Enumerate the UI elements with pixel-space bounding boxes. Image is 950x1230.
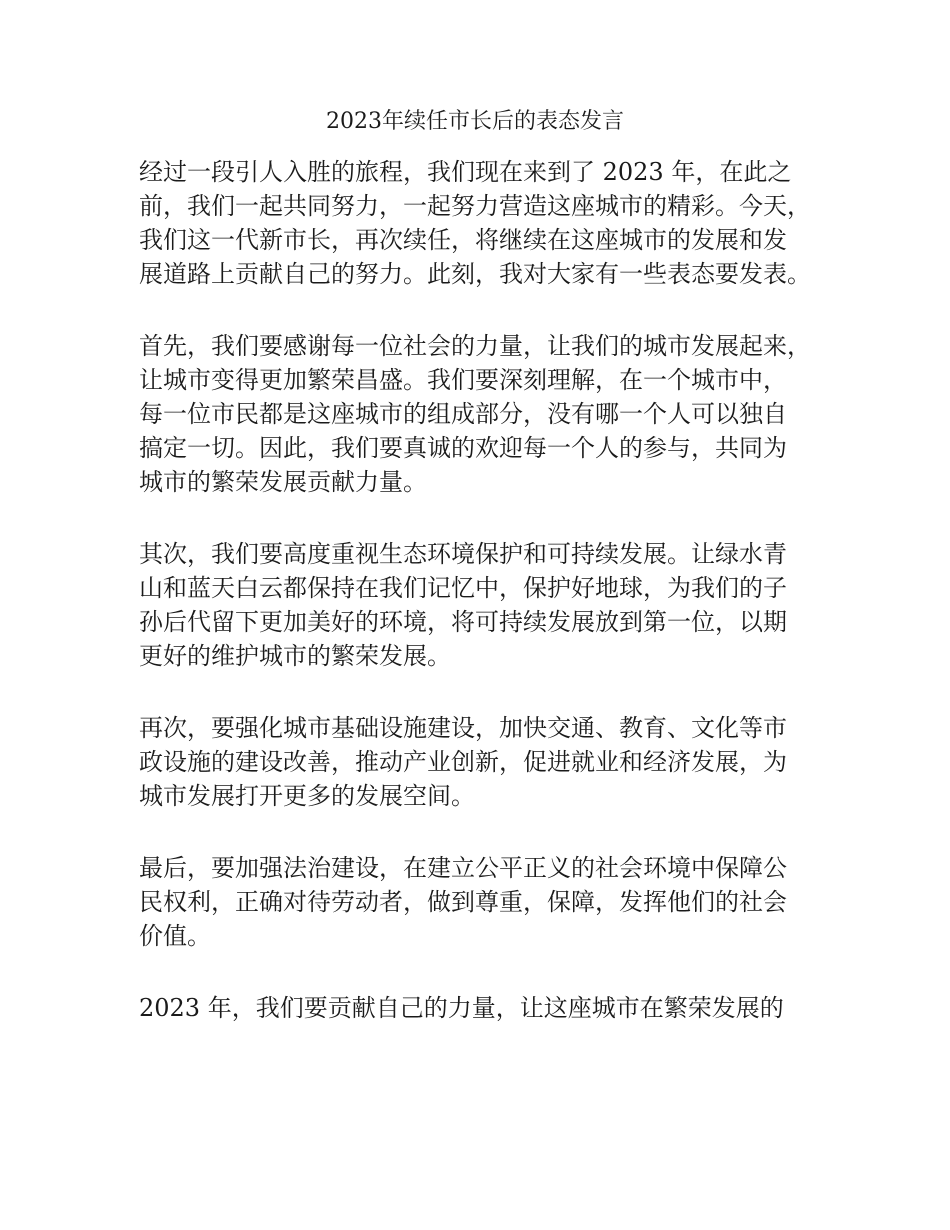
paragraph-3 bbox=[139, 537, 829, 673]
text-line: 每一位市民都是这座城市的组成部分，没有哪一个人可以独自 bbox=[139, 400, 787, 428]
text-line: 城市发展打开更多的发展空间。 bbox=[139, 782, 475, 810]
text-line: 让城市变得更加繁荣昌盛。我们要深刻理解，在一个城市中， bbox=[139, 366, 787, 394]
text-line: 孙后代留下更加美好的环境，将可持续发展放到第一位，以期 bbox=[139, 608, 787, 636]
document-title: 2023年续任市长后的表态发言 bbox=[326, 109, 624, 134]
text-line: 展道路上贡献自己的努力。此刻，我对大家有一些表态要发表。 bbox=[139, 260, 811, 288]
text-line: 最后，要加强法治建设，在建立公平正义的社会环境中保障公 bbox=[139, 854, 787, 882]
text-line: 山和蓝天白云都保持在我们记忆中，保护好地球，为我们的子 bbox=[139, 574, 787, 602]
text-line: 前，我们一起共同努力，一起努力营造这座城市的精彩。今天， bbox=[139, 192, 811, 220]
text-line: 再次，要强化城市基础设施建设，加快交通、教育、文化等市 bbox=[139, 714, 787, 742]
paragraph-2 bbox=[139, 329, 829, 499]
text-line: 民权利，正确对待劳动者，做到尊重，保障，发挥他们的社会 bbox=[139, 888, 787, 916]
text-line: 首先，我们要感谢每一位社会的力量，让我们的城市发展起来， bbox=[139, 332, 811, 360]
text-line: 经过一段引人入胜的旅程，我们现在来到了 2023 年，在此之 bbox=[139, 158, 792, 186]
text-line: 政设施的建设改善，推动产业创新，促进就业和经济发展，为 bbox=[139, 748, 787, 776]
text-line: 其次，我们要高度重视生态环境保护和可持续发展。让绿水青 bbox=[139, 540, 787, 568]
text-line: 2023 年，我们要贡献自己的力量，让这座城市在繁荣发展的 bbox=[139, 994, 784, 1022]
text-line: 价值。 bbox=[139, 922, 211, 950]
paragraph-6 bbox=[139, 991, 829, 1025]
paragraph-5 bbox=[139, 851, 829, 953]
text-line: 更好的维护城市的繁荣发展。 bbox=[139, 642, 451, 670]
document-body bbox=[139, 155, 829, 1063]
text-line: 城市的繁荣发展贡献力量。 bbox=[139, 468, 427, 496]
text-line: 我们这一代新市长，再次续任，将继续在这座城市的发展和发 bbox=[139, 226, 787, 254]
paragraph-1 bbox=[139, 155, 829, 291]
paragraph-4 bbox=[139, 711, 829, 813]
text-line: 搞定一切。因此，我们要真诚的欢迎每一个人的参与，共同为 bbox=[139, 434, 787, 462]
